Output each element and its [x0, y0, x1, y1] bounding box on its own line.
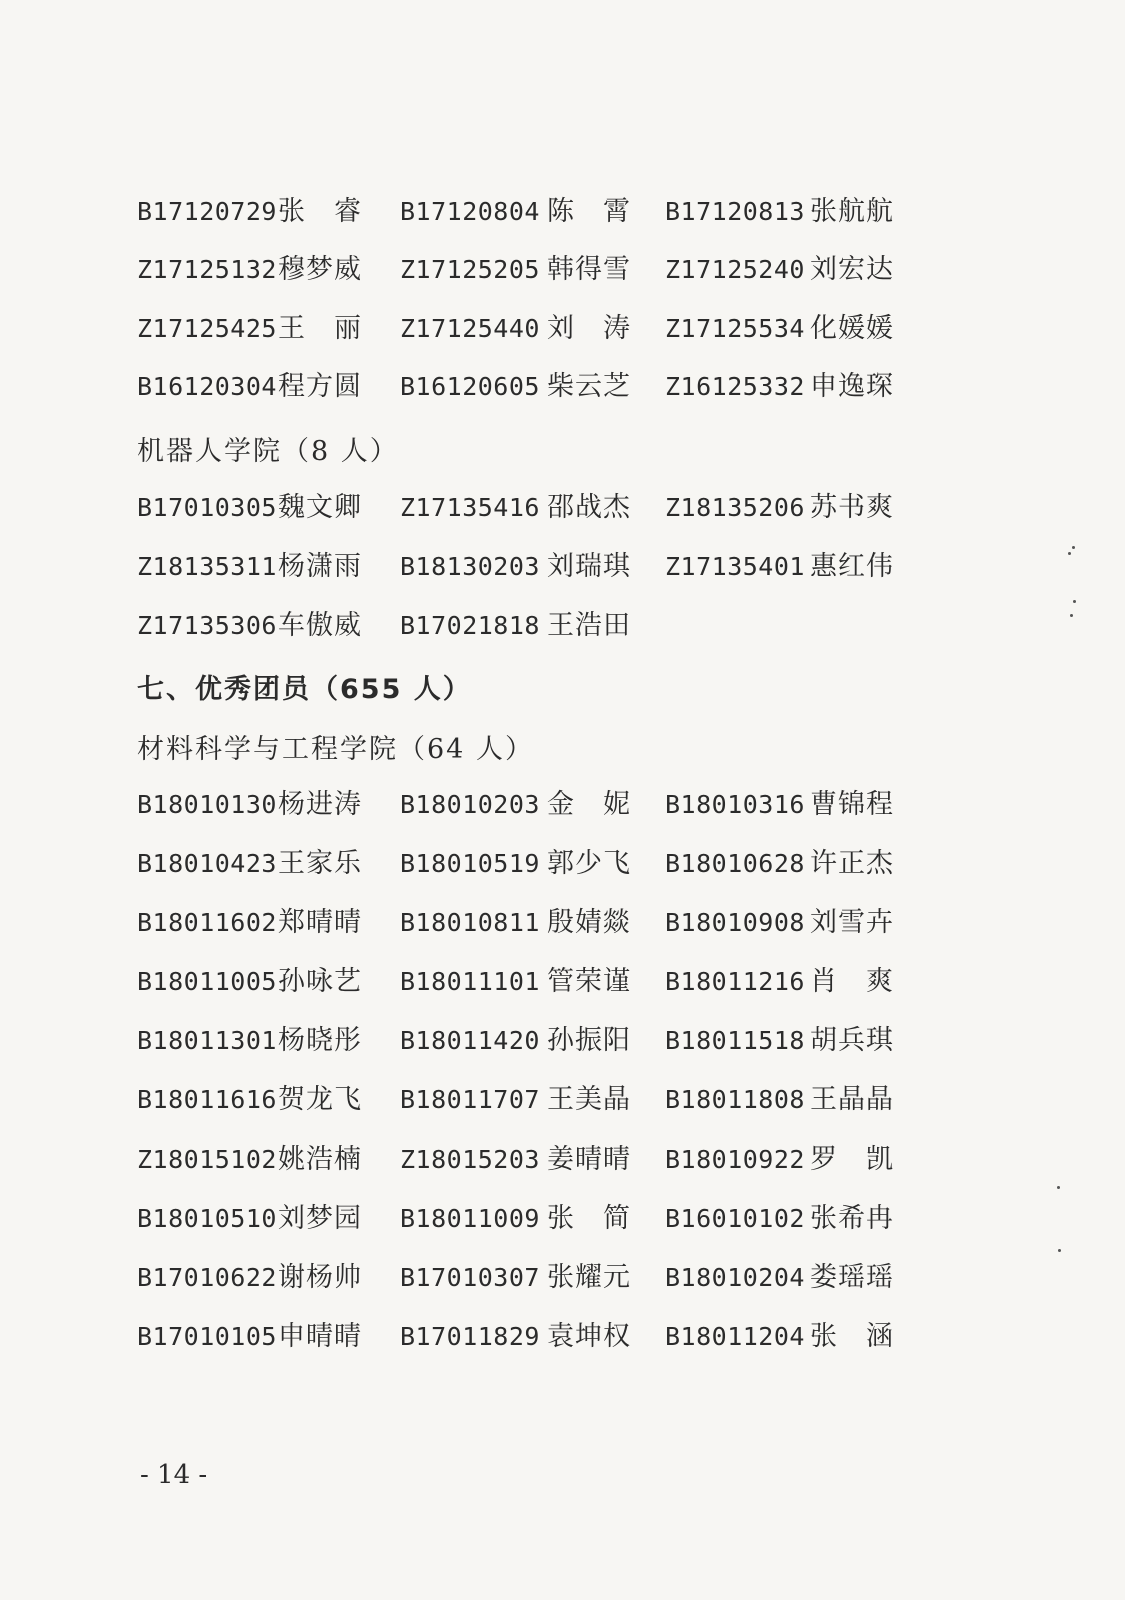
student-name: 刘梦园 [278, 1203, 362, 1234]
student-id: Z18135311 [137, 552, 277, 581]
student-name: 许正杰 [810, 848, 894, 879]
student-id: B17010305 [137, 493, 277, 522]
roster-row [0, 367, 1125, 407]
student-id: B18010628 [665, 849, 805, 878]
roster-row [0, 785, 1125, 825]
student-id: B17120804 [400, 197, 540, 226]
student-id: Z17135306 [137, 611, 277, 640]
student-id: B18011216 [665, 967, 805, 996]
student-name: 刘雪卉 [810, 907, 894, 938]
student-id: B18011301 [137, 1026, 277, 1055]
student-name: 穆梦威 [278, 254, 362, 285]
student-id: B17120729 [137, 197, 277, 226]
robot-college-heading: 机器人学院（8 人） [137, 436, 399, 467]
student-name: 申晴晴 [278, 1321, 362, 1352]
student-id: B18011420 [400, 1026, 540, 1055]
roster-row [0, 962, 1125, 1002]
student-id: B18010204 [665, 1263, 805, 1292]
student-id: B18010510 [137, 1204, 277, 1233]
student-id: B18011808 [665, 1085, 805, 1114]
student-name: 刘 涛 [547, 313, 631, 344]
student-id: B18010908 [665, 908, 805, 937]
roster-row [0, 1140, 1125, 1180]
student-id: Z18015203 [400, 1145, 540, 1174]
student-id: Z18015102 [137, 1145, 277, 1174]
student-id: Z17125205 [400, 255, 540, 284]
student-id: Z17135401 [665, 552, 805, 581]
student-id: B16120605 [400, 372, 540, 401]
page-number: - 14 - [140, 1460, 208, 1490]
student-name: 申逸琛 [810, 371, 894, 402]
scan-speck [1057, 1186, 1060, 1189]
roster-row [0, 1258, 1125, 1298]
student-id: B18010130 [137, 790, 277, 819]
student-name: 张希冉 [810, 1203, 894, 1234]
student-id: B18010423 [137, 849, 277, 878]
roster-row [0, 606, 1125, 646]
student-name: 韩得雪 [547, 254, 631, 285]
student-name: 管荣谨 [547, 966, 631, 997]
scan-speck [1072, 546, 1075, 549]
student-name: 孙振阳 [547, 1025, 631, 1056]
student-name: 肖 爽 [810, 966, 894, 997]
student-id: Z17125425 [137, 314, 277, 343]
student-name: 柴云芝 [547, 371, 631, 402]
student-id: B18011707 [400, 1085, 540, 1114]
student-name: 胡兵琪 [810, 1025, 894, 1056]
student-name: 陈 霄 [547, 196, 631, 227]
scan-speck [1073, 600, 1076, 603]
student-name: 孙咏艺 [278, 966, 362, 997]
scan-speck [1058, 1249, 1061, 1252]
roster-row [0, 1021, 1125, 1061]
student-name: 魏文卿 [278, 492, 362, 523]
student-name: 王浩田 [547, 610, 631, 641]
student-name: 程方圆 [278, 371, 362, 402]
roster-row [0, 309, 1125, 349]
student-id: B18011204 [665, 1322, 805, 1351]
student-name: 罗 凯 [810, 1144, 894, 1175]
student-name: 郭少飞 [547, 848, 631, 879]
student-name: 杨进涛 [278, 789, 362, 820]
student-id: B16120304 [137, 372, 277, 401]
student-name: 郑晴晴 [278, 907, 362, 938]
scan-speck [1070, 614, 1073, 617]
student-name: 刘瑞琪 [547, 551, 631, 582]
student-id: Z17125240 [665, 255, 805, 284]
student-name: 王美晶 [547, 1084, 631, 1115]
student-id: B16010102 [665, 1204, 805, 1233]
student-id: B17010622 [137, 1263, 277, 1292]
materials-college-heading: 材料科学与工程学院（64 人） [137, 734, 534, 765]
student-id: B18010811 [400, 908, 540, 937]
student-id: B18010922 [665, 1145, 805, 1174]
student-id: Z17125534 [665, 314, 805, 343]
student-id: B18010316 [665, 790, 805, 819]
student-id: B17011829 [400, 1322, 540, 1351]
student-name: 张航航 [810, 196, 894, 227]
student-id: B18130203 [400, 552, 540, 581]
student-id: B18011009 [400, 1204, 540, 1233]
student-name: 王晶晶 [810, 1084, 894, 1115]
student-name: 邵战杰 [547, 492, 631, 523]
student-name: 谢杨帅 [278, 1262, 362, 1293]
student-id: B18011616 [137, 1085, 277, 1114]
student-name: 曹锦程 [810, 789, 894, 820]
roster-row [0, 903, 1125, 943]
student-id: B17010307 [400, 1263, 540, 1292]
student-name: 张 涵 [810, 1321, 894, 1352]
roster-row [0, 844, 1125, 884]
student-id: Z17125132 [137, 255, 277, 284]
student-name: 贺龙飞 [278, 1084, 362, 1115]
student-id: B18010203 [400, 790, 540, 819]
student-id: Z17135416 [400, 493, 540, 522]
section-heading: 七、优秀团员（655 人） [137, 674, 472, 705]
student-id: B18011602 [137, 908, 277, 937]
student-name: 苏书爽 [810, 492, 894, 523]
student-name: 殷婧燚 [547, 907, 631, 938]
student-name: 车傲威 [278, 610, 362, 641]
student-name: 姚浩楠 [278, 1144, 362, 1175]
student-name: 张 简 [547, 1203, 631, 1234]
student-name: 王家乐 [278, 848, 362, 879]
student-id: B18011005 [137, 967, 277, 996]
student-name: 惠红伟 [810, 551, 894, 582]
student-name: 袁坤权 [547, 1321, 631, 1352]
roster-row [0, 1199, 1125, 1239]
student-name: 姜晴晴 [547, 1144, 631, 1175]
student-id: B18010519 [400, 849, 540, 878]
scan-speck [1068, 552, 1071, 555]
student-id: B17021818 [400, 611, 540, 640]
roster-row [0, 547, 1125, 587]
student-name: 娄瑶瑶 [810, 1262, 894, 1293]
roster-row [0, 192, 1125, 232]
student-name: 刘宏达 [810, 254, 894, 285]
student-id: Z18135206 [665, 493, 805, 522]
roster-row [0, 488, 1125, 528]
student-id: Z17125440 [400, 314, 540, 343]
roster-row [0, 1080, 1125, 1120]
student-id: B18011101 [400, 967, 540, 996]
student-id: B17120813 [665, 197, 805, 226]
student-id: Z16125332 [665, 372, 805, 401]
student-name: 杨潇雨 [278, 551, 362, 582]
student-name: 王 丽 [278, 313, 362, 344]
student-id: B18011518 [665, 1026, 805, 1055]
student-id: B17010105 [137, 1322, 277, 1351]
student-name: 金 妮 [547, 789, 631, 820]
student-name: 化媛媛 [810, 313, 894, 344]
roster-row [0, 250, 1125, 290]
student-name: 张耀元 [547, 1262, 631, 1293]
student-name: 张 睿 [278, 196, 362, 227]
roster-row [0, 1317, 1125, 1357]
student-name: 杨晓彤 [278, 1025, 362, 1056]
